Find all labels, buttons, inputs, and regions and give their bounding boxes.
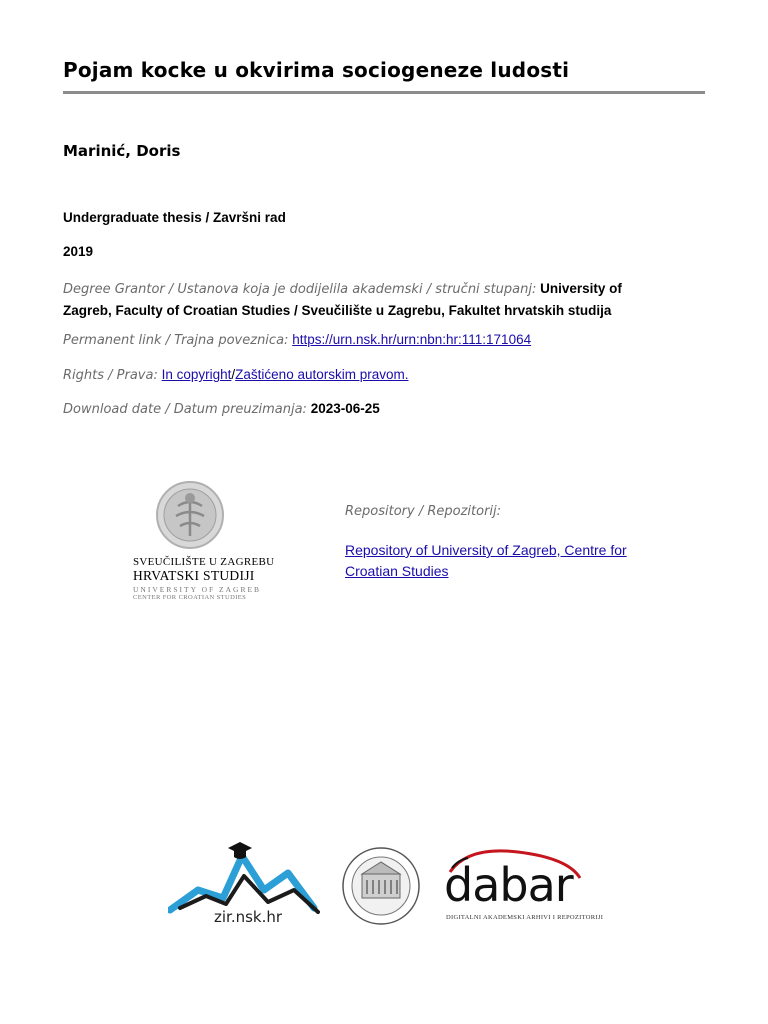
rights-link-copyright[interactable]: In copyright — [161, 367, 232, 382]
title-rule — [63, 91, 705, 94]
thesis-type: Undergraduate thesis / Završni rad — [63, 210, 286, 225]
rights-link-zasticeno[interactable]: Zaštićeno autorskim pravom. — [235, 367, 409, 382]
repository-link-1[interactable]: Repository of University of Zagreb, Centre for — [345, 542, 627, 558]
dabar-wordmark: dabar — [444, 858, 573, 912]
zir-label: zir.nsk.hr — [214, 908, 283, 926]
repository-link[interactable] — [345, 540, 645, 582]
author: Marinić, Doris — [63, 142, 181, 160]
grantor-value-1: University of — [540, 281, 622, 296]
uni-line-1: SVEUČILIŠTE U ZAGREBU — [133, 556, 275, 568]
download-date: 2023-06-25 — [310, 401, 380, 416]
grantor-value-2: Zagreb, Faculty of Croatian Studies / Sveučilište u Zagrebu, Fakultet hrvatskih studija — [63, 303, 612, 318]
document-title: Pojam kocke u okvirima sociogeneze ludosti — [63, 58, 570, 82]
uni-line-4: CENTER FOR CROATIAN STUDIES — [133, 594, 247, 601]
zir-mountains-icon — [170, 842, 318, 912]
permalink-row — [63, 332, 531, 348]
rights-label: Rights / Prava: — [63, 368, 158, 383]
permalink-link[interactable]: https://urn.nsk.hr/urn:nbn:hr:111:171064 — [292, 332, 532, 347]
repository-label: Repository / Repozitorij: — [345, 504, 502, 519]
year: 2019 — [63, 244, 94, 259]
download-label: Download date / Datum preuzimanja: — [63, 402, 307, 417]
uni-line-3: UNIVERSITY OF ZAGREB — [133, 585, 262, 594]
grantor-label: Degree Grantor / Ustanova koja je dodijelila akademski / stručni stupanj: — [63, 282, 537, 297]
grantor-block — [63, 278, 713, 321]
download-row — [63, 401, 380, 417]
dabar-subtitle: DIGITALNI AKADEMSKI ARHIVI I REPOZITORIJI — [446, 914, 604, 921]
nsk-seal-icon — [343, 848, 419, 924]
uni-line-2: HRVATSKI STUDIJI — [133, 568, 255, 583]
repository-link-2[interactable]: Croatian Studies — [345, 563, 449, 579]
permalink-label: Permanent link / Trajna poveznica: — [63, 333, 289, 348]
rights-row — [63, 367, 408, 383]
rights-separator: / — [231, 367, 236, 382]
